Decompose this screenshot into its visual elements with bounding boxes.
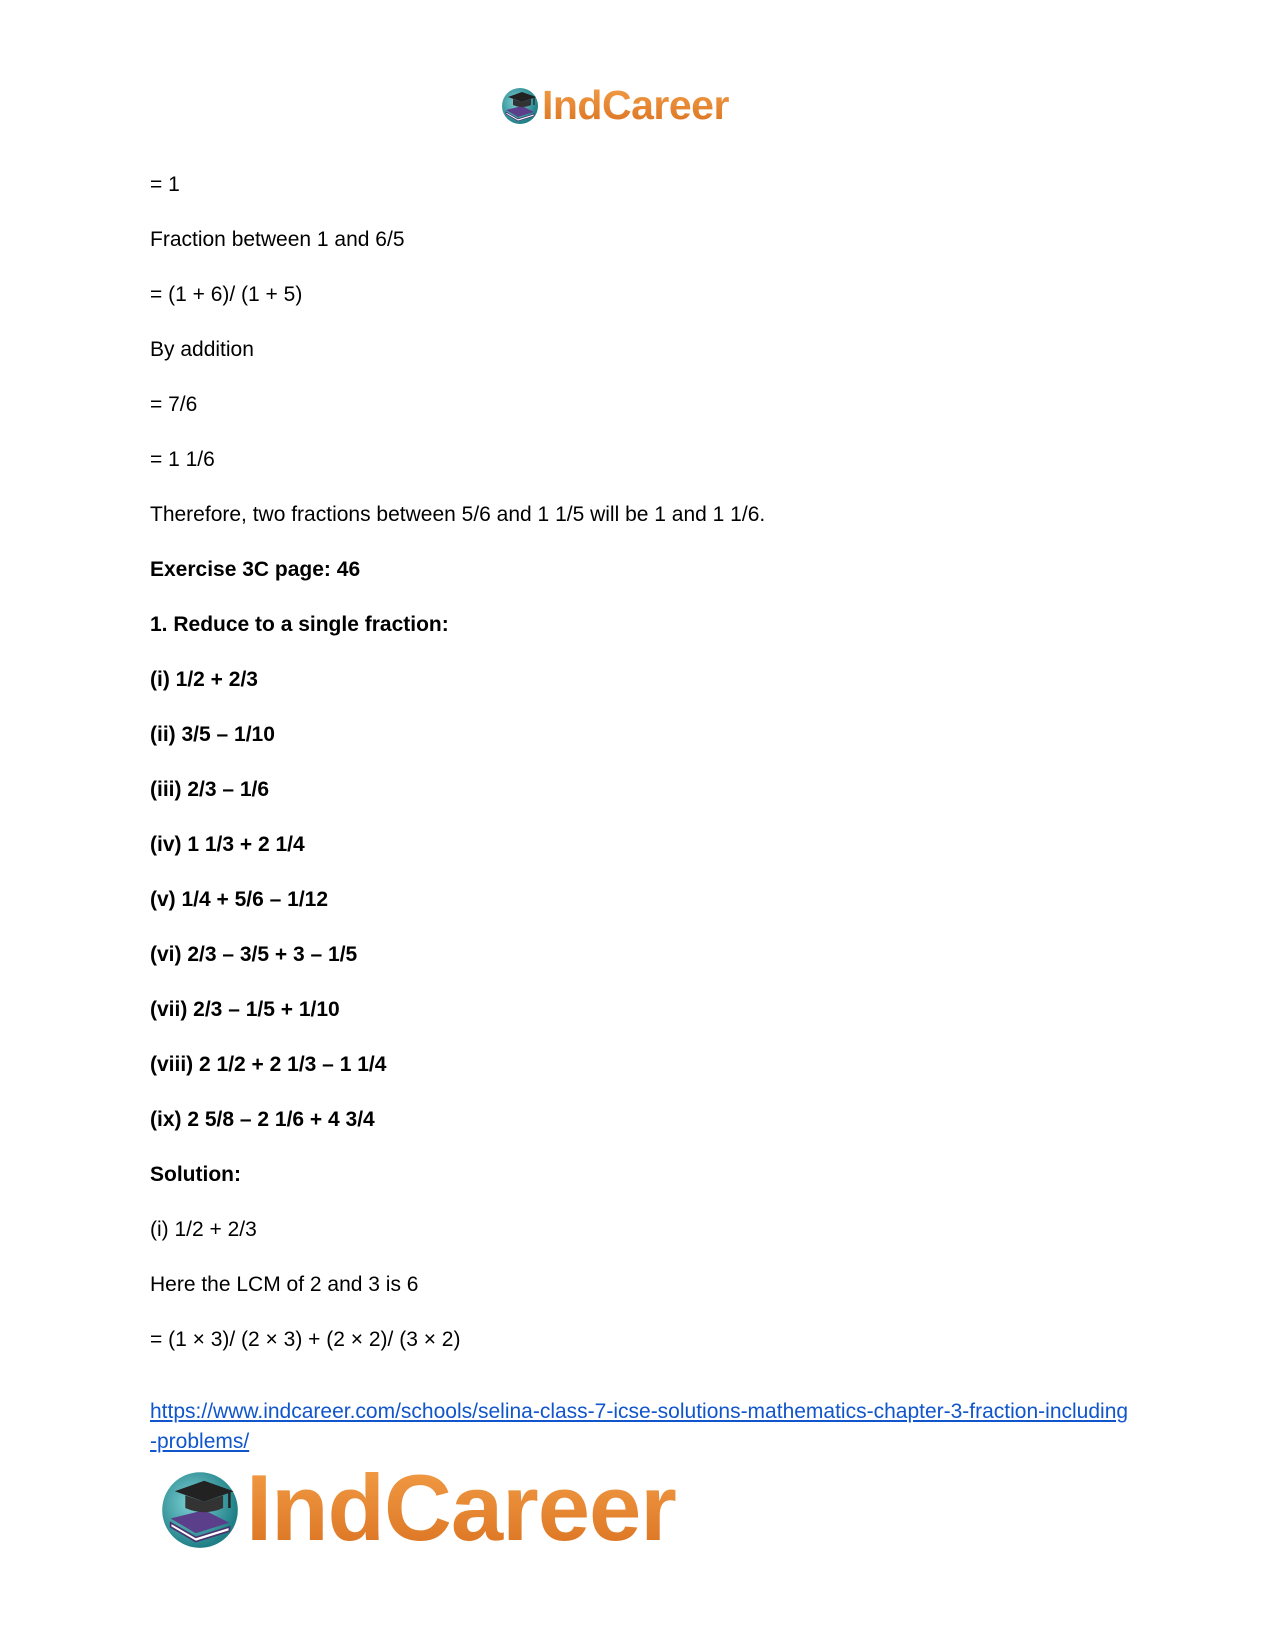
bold-text-line: (vi) 2/3 – 3/5 + 3 – 1/5 xyxy=(150,943,358,966)
footer-logo xyxy=(158,1456,676,1560)
bold-text-line: Solution: xyxy=(150,1163,241,1186)
text-line: By addition xyxy=(150,338,254,361)
text-line: = 1 xyxy=(150,173,180,196)
bold-text-line: (v) 1/4 + 5/6 – 1/12 xyxy=(150,888,329,911)
graduation-cap-book-globe-icon xyxy=(500,84,540,126)
bold-text-line: (iv) 1 1/3 + 2 1/4 xyxy=(150,833,305,856)
text-line: Therefore, two fractions between 5/6 and 1 1/5 will be 1 and 1 1/6. xyxy=(150,503,766,526)
bold-text-line: 1. Reduce to a single fraction: xyxy=(150,613,449,636)
bold-text-line: (viii) 2 1/2 + 2 1/3 – 1 1/4 xyxy=(150,1053,387,1076)
header-logo xyxy=(500,82,729,128)
bold-text-line: (ix) 2 5/8 – 2 1/6 + 4 3/4 xyxy=(150,1108,375,1131)
document-body xyxy=(150,172,1130,1382)
bold-text-line: (i) 1/2 + 2/3 xyxy=(150,668,258,691)
text-line: = (1 + 6)/ (1 + 5) xyxy=(150,283,303,306)
text-line: = 7/6 xyxy=(150,393,198,416)
bold-text-line: (ii) 3/5 – 1/10 xyxy=(150,723,275,746)
source-link[interactable]: https://www.indcareer.com/schools/selina-class-7-icse-solutions-mathematics-chapter-3-fraction-including-problems/ xyxy=(150,1400,1129,1453)
bold-text-line: (vii) 2/3 – 1/5 + 1/10 xyxy=(150,998,340,1021)
text-line: Fraction between 1 and 6/5 xyxy=(150,228,405,251)
bold-text-line: Exercise 3C page: 46 xyxy=(150,558,361,581)
graduation-cap-book-globe-icon xyxy=(158,1463,242,1553)
bold-text-line: (iii) 2/3 – 1/6 xyxy=(150,778,270,801)
text-line: (i) 1/2 + 2/3 xyxy=(150,1218,257,1241)
text-line: = 1 1/6 xyxy=(150,448,215,471)
logo-text: IndCareer xyxy=(246,1455,676,1560)
text-line: = (1 × 3)/ (2 × 3) + (2 × 2)/ (3 × 2) xyxy=(150,1328,461,1351)
logo-text: IndCareer xyxy=(542,81,729,128)
text-line: Here the LCM of 2 and 3 is 6 xyxy=(150,1273,419,1296)
